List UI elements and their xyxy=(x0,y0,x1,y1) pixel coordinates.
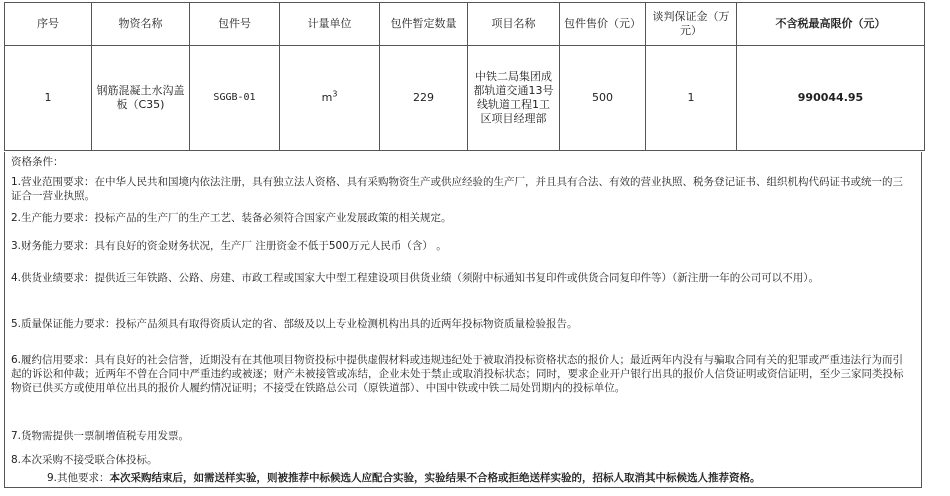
terms-item-1: 1.营业范围要求：在中华人民共和国境内依法注册，具有独立法人资格、具有采购物资生产或供应经验的生产厂，并且具有合法、有效的营业执照、税务登记证书、组织机构代码证书或统一的三证合一营业执照。 xyxy=(11,176,904,202)
terms-item-5: 5.质量保证能力要求：投标产品须具有取得资质认定的省、部级及以上专业检测机构出具的近两年投标物资质量检验报告。 xyxy=(11,318,578,330)
cell-package-price: 500 xyxy=(560,46,646,151)
terms-item-4: 4.供货业绩要求：提供近三年铁路、公路、房建、市政工程或国家大中型工程建设项目供货业绩（须附中标通知书复印件或供货合同复印件等）（新注册一年的公司可以不用）。 xyxy=(11,272,820,284)
terms-item-2: 2.生产能力要求：投标产品的生产厂的生产工艺、装备必须符合国家产业发展政策的相关规定。 xyxy=(11,212,452,224)
header-project: 项目名称 xyxy=(468,3,560,46)
terms-item-6: 6.履约信用要求：具有良好的社会信誉，近期没有在其他项目物资投标中提供虚假材料或违规违纪处于被取消投标资格状态的报价人；最近两年内没有与骗取合同有关的犯罪或严重违法行为而引起的诉讼和仲裁；近两年不曾在合同中严重违约或被逐；财产未被接管或冻结，企业未处于禁止或取消投标状态；同时，要求企业开户银行出具的报价人信贷证明或资信证明，至少三家同类投标物资已供买方或使用单位出具的报价人履约情况证明；不接受在铁路总公司（原铁道部）、中国中铁或中铁二局处罚期内的投标单位。 xyxy=(11,354,904,394)
header-index: 序号 xyxy=(5,3,92,46)
unit-superscript: 3 xyxy=(332,89,338,99)
cell-deposit: 1 xyxy=(646,46,737,151)
terms-item-9-text: 本次采购结束后，如需送样实验，则被推荐中标候选人应配合实验，实验结果不合格或拒绝送样实验的，招标人取消其中标候选人推荐资格。 xyxy=(109,472,761,484)
header-deposit: 谈判保证金（万元） xyxy=(646,3,737,46)
cell-quantity: 229 xyxy=(380,46,468,151)
cell-material: 钢筋混凝土水沟盖板（C35) xyxy=(92,46,190,151)
terms-item-9 xyxy=(47,471,913,485)
cell-package-no: SGGB-01 xyxy=(190,46,280,151)
terms-item-8: 8.本次采购不接受联合体投标。 xyxy=(11,454,158,466)
terms-item-3: 3.财务能力要求：具有良好的资金财务状况，生产厂 注册资金不低于500万元人民币（含） 。 xyxy=(11,240,447,252)
cell-project: 中铁二局集团成都轨道交通13号线轨道工程1工区项目经理部 xyxy=(468,46,560,151)
header-material: 物资名称 xyxy=(92,3,190,46)
cell-index: 1 xyxy=(5,46,92,151)
header-package-no: 包件号 xyxy=(190,3,280,46)
header-unit: 计量单位 xyxy=(280,3,380,46)
procurement-table xyxy=(4,2,925,151)
terms-heading: 资格条件： xyxy=(11,156,64,168)
header-max-price: 不含税最高限价（元） xyxy=(737,3,925,46)
terms-item-9-label: 9.其他要求： xyxy=(47,472,110,484)
header-package-price: 包件售价（元） xyxy=(560,3,646,46)
header-quantity: 包件暂定数量 xyxy=(380,3,468,46)
table-header-row xyxy=(5,3,925,46)
cell-unit xyxy=(280,46,380,151)
qualification-terms xyxy=(4,152,922,488)
terms-item-7: 7.货物需提供一票制增值税专用发票。 xyxy=(11,430,190,442)
cell-max-price: 990044.95 xyxy=(737,46,925,151)
unit-text: m xyxy=(321,91,333,104)
table-row xyxy=(5,46,925,151)
